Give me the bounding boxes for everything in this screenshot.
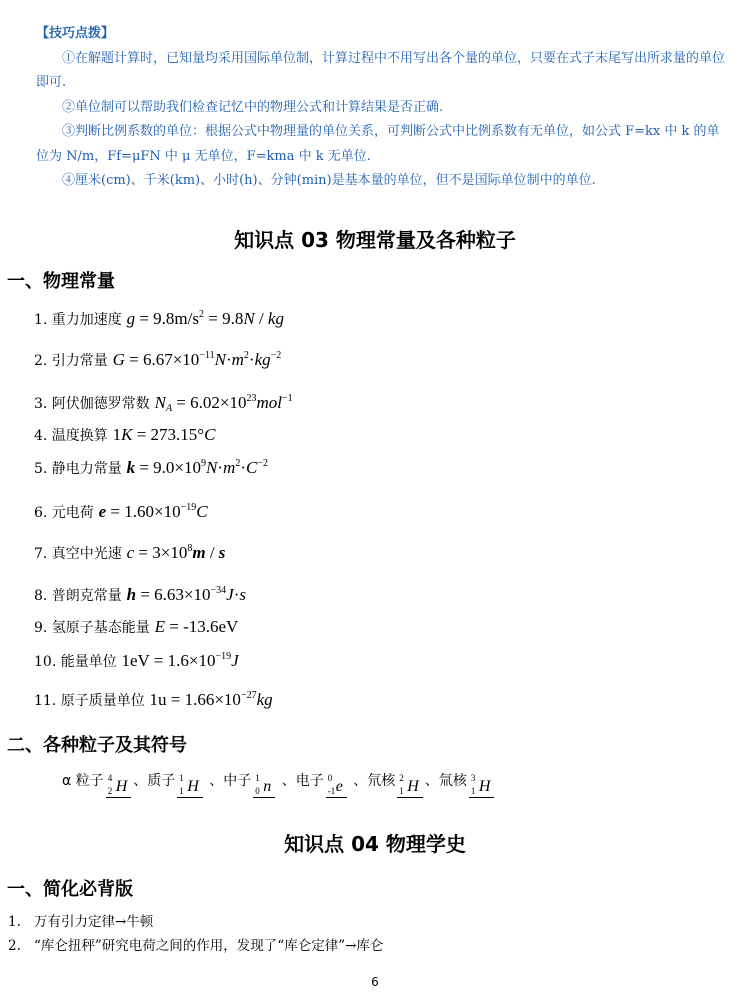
constant-line: [34, 585, 246, 605]
tips-paragraph-3: ③判断比例系数的单位：根据公式中物理量的单位关系，可判断公式中比例系数有无单位，如公式 F=kx 中 k 的单位为 N/m，Ff=μFN 中 μ 无单位，F=kma 中 k 无单位.: [36, 124, 720, 164]
constant-label: 8. 普朗克常量: [34, 588, 122, 604]
isotope-symbol: 4 2 H: [106, 777, 132, 798]
list-item-number: 2.: [8, 938, 21, 954]
section-04-title: 知识点 04 物理学史: [284, 832, 466, 856]
constant-label: 3. 阿伏伽德罗常数: [34, 396, 150, 412]
constant-label: 10. 能量单位: [34, 654, 117, 670]
particle-name: 氘核: [367, 773, 396, 789]
constant-formula: $g = 9.8m/s^2 = 9.8N$ / kg: [126, 309, 284, 328]
page-number: 6: [371, 975, 379, 989]
constant-line: [34, 309, 284, 329]
constant-label: 7. 真空中光速: [34, 546, 122, 562]
constant-line: [34, 425, 215, 445]
constant-formula: $1u = 1.66\times 10^{-27}kg$: [149, 690, 273, 709]
list-item-text: 万有引力定律→牛顿: [34, 914, 154, 930]
isotope-symbol: 2 1 H: [397, 777, 423, 798]
constant-formula: $h = 6.63\times 10^{-34}J\cdot s$: [126, 585, 246, 604]
particle-name: 质子: [147, 773, 176, 789]
section-03-sub-constants: 一、物理常量: [7, 271, 115, 292]
particle-list: α 粒子 4 2 H 、质子 1 1 H 、中子 1 0 n 、电子 0 -1 e 、氘核 2 1 H 、氚核 3 1 H: [62, 770, 496, 798]
particle-name: α 粒子: [62, 773, 104, 789]
constant-label: 6. 元电荷: [34, 505, 94, 521]
particle-name: 中子: [223, 773, 252, 789]
constant-formula: $c = 3\times 10^8m / s$: [126, 543, 226, 562]
section-03-sub-particles: 二、各种粒子及其符号: [7, 735, 187, 756]
list-item-number: 1.: [8, 914, 21, 930]
particle-name: 氚核: [438, 773, 467, 789]
constant-formula: $1eV = 1.6\times 10^{-19}J$: [121, 651, 239, 670]
list-item-text: “库仑扭秤”研究电荷之间的作用，发现了“库仑定律”→库仑: [34, 938, 384, 954]
constant-line: [34, 502, 208, 522]
constant-label: 9. 氢原子基态能量: [34, 620, 150, 636]
tips-paragraph-4: ④厘米(cm)、千米(km)、小时(h)、分钟(min)是基本量的单位，但不是国际单位制中的单位.: [62, 173, 596, 188]
isotope-symbol: 3 1 H: [469, 777, 495, 798]
constant-label: 11. 原子质量单位: [34, 693, 145, 709]
list-item: [8, 934, 383, 954]
constant-formula: $N_A = 6.02\times 10^{23}mol^{-1}$: [154, 393, 293, 414]
particle-name: 电子: [295, 773, 324, 789]
constant-line: [34, 543, 225, 563]
constant-line: [34, 350, 281, 370]
constant-label: 1. 重力加速度: [34, 312, 122, 328]
constant-label: 5. 静电力常量: [34, 461, 122, 477]
constant-formula: $k = 9.0\times 10^9N\cdot m^2\cdot C^{-2}$: [126, 458, 268, 477]
tips-paragraph-1: ①在解题计算时，已知量均采用国际单位制，计算过程中不用写出各个量的单位，只要在式子末尾写出所求量的单位即可.: [36, 50, 726, 90]
list-item: [8, 910, 153, 930]
section-04-sub-simplified: 一、简化必背版: [7, 879, 133, 900]
isotope-symbol: 1 0 n: [253, 777, 275, 798]
section-03-title: 知识点 03 物理常量及各种粒子: [234, 228, 516, 252]
constant-line: [34, 393, 293, 413]
constant-formula: $G = 6.67\times 10^{-11}N\cdot m^2\cdot kg^{-2}$: [112, 350, 282, 369]
constant-line: [34, 690, 273, 710]
constant-label: 4. 温度换算: [34, 428, 108, 444]
constant-formula: E = -13.6eV: [154, 617, 239, 636]
constant-line: [34, 651, 239, 671]
constant-formula: 1K = 273.15°C: [112, 425, 216, 444]
constant-line: [34, 458, 268, 478]
isotope-symbol: 0 -1 e: [326, 777, 347, 798]
constant-line: [34, 617, 238, 637]
constant-label: 2. 引力常量: [34, 353, 108, 369]
tips-heading: 【技巧点拨】: [36, 26, 115, 41]
tips-paragraph-2: ②单位制可以帮助我们检查记忆中的物理公式和计算结果是否正确.: [62, 99, 444, 115]
constant-formula: $e = 1.60\times 10^{-19}C$: [98, 502, 208, 521]
tips-box: [36, 22, 726, 194]
isotope-symbol: 1 1 H: [177, 777, 203, 798]
